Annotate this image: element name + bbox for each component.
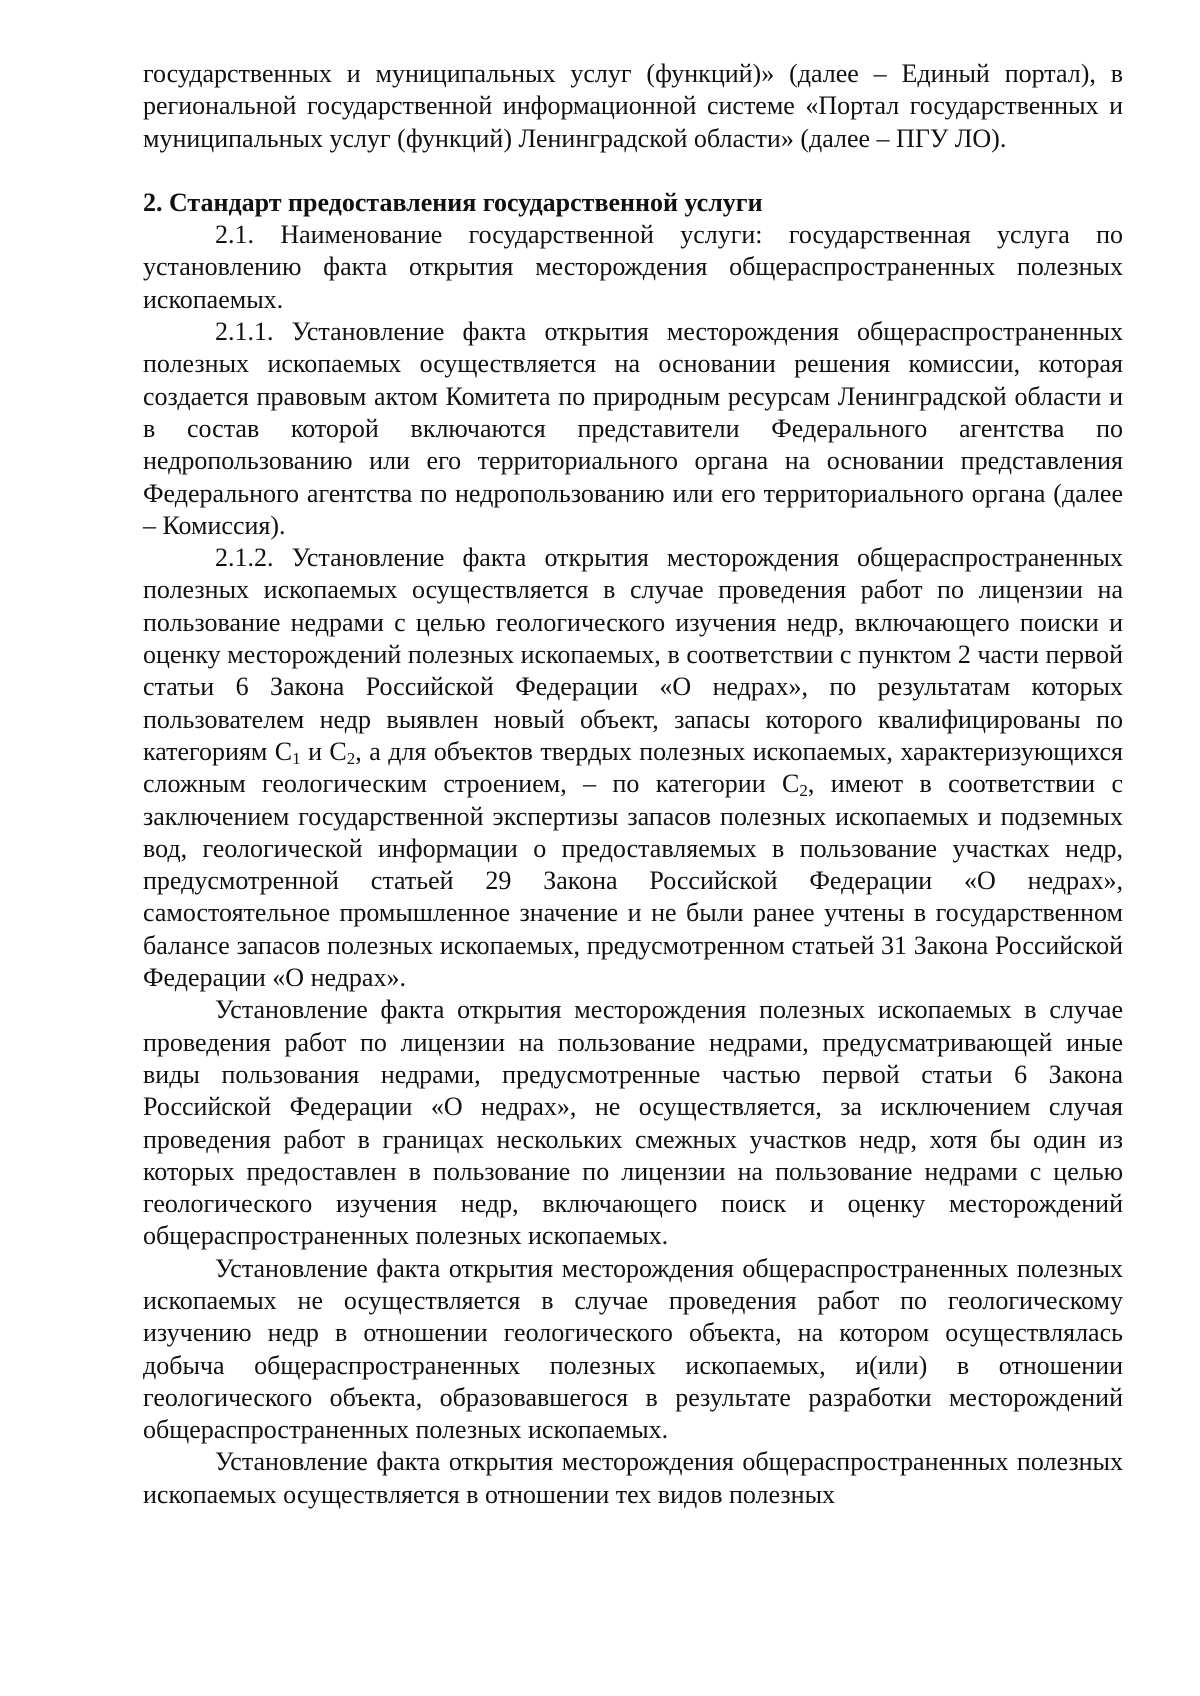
- paragraph-exception-1: Установление факта открытия месторождения полезных ископаемых в случае проведения работ по лицензии на пользование недрами, предусматривающей иные виды пользования недрами, предусмотренные частью первой статьи 6 Закона Российской Федерации «О недрах», не осуществляется, за исключением случая проведения работ в границах нескольких смежных участков недр, хотя бы один из которых предоставлен в пользование по лицензии на пользование недрами с целью геологического изучения недр, включающего поиск и оценку месторождений общераспространенных полезных ископаемых.: [143, 995, 1123, 1251]
- paragraph-2-1-2-part2: и C: [300, 736, 347, 766]
- subscript-3: 2: [799, 781, 808, 801]
- paragraph-2-1-2-part4: , имеют в соответствии с заключением государственной экспертизы запасов полезных ископаемых и подземных вод, геологической информации о предоставляемых в пользование участках недр, предусмотренной статьей 29 Закона Российской Федерации «О недрах», самостоятельное промышленное значение и не были ранее учтены в государственном балансе запасов полезных ископаемых, предусмотренном статьей 31 Закона Российской Федерации «О недрах».: [143, 769, 1123, 993]
- document-page: [143, 58, 1123, 1511]
- paragraph-last: Установление факта открытия месторождения общераспространенных полезных ископаемых осуществляется в отношении тех видов полезных: [143, 1447, 1123, 1509]
- paragraph-2-1: 2.1. Наименование государственной услуги: государственная услуга по установлению факта открытия месторождения общераспространенных полезных ископаемых.: [143, 220, 1123, 314]
- paragraph-exception-2: Установление факта открытия месторождения общераспространенных полезных ископаемых не осуществляется в случае проведения работ по геологическому изучению недр в отношении геологического объекта, на котором осуществлялась добыча общераспространенных полезных ископаемых, и(или) в отношении геологического объекта, образовавшегося в результате разработки месторождений общераспространенных полезных ископаемых.: [143, 1253, 1123, 1445]
- intro-paragraph: государственных и муниципальных услуг (функций)» (далее – Единый портал), в региональной государственной информационной системе «Портал государственных и муниципальных услуг (функций) Ленинградской области» (далее – ПГУ ЛО).: [143, 59, 1123, 153]
- section-heading: 2. Стандарт предоставления государственной услуги: [143, 187, 763, 217]
- paragraph-2-1-2: [143, 542, 1123, 994]
- paragraph-2-1-1: 2.1.1. Установление факта открытия месторождения общераспространенных полезных ископаемых осуществляется на основании решения комиссии, которая создается правовым актом Комитета по природным ресурсам Ленинградской области и в состав которой включаются представители Федерального агентства по недропользованию или его территориального органа на основании представления Федерального агентства по недропользованию или его территориального органа (далее – Комиссия).: [143, 317, 1123, 540]
- subscript-1: 1: [292, 748, 301, 768]
- paragraph-2-1-2-part1: 2.1.2. Установление факта открытия месторождения общераспространенных полезных ископаемых осуществляется в случае проведения работ по лицензии на пользование недрами с целью геологического изучения недр, включающего поиски и оценку месторождений полезных ископаемых, в соответствии с пунктом 2 части первой статьи 6 Закона Российской Федерации «О недрах», по результатам которых пользователем недр выявлен новый объект, запасы которого квалифицированы по категориям C: [143, 543, 1123, 766]
- subscript-2: 2: [346, 748, 356, 768]
- paragraph-2-1-2-part3: , а для объектов твердых полезных ископаемых, характеризующихся сложным геологическим строением, – по категории C: [143, 736, 1123, 799]
